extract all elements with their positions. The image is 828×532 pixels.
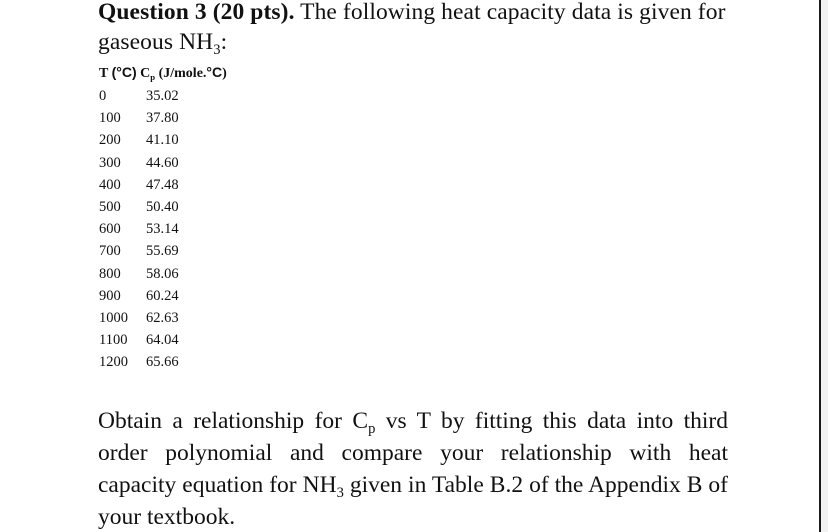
header-t-unit: (°C) bbox=[111, 64, 137, 80]
heat-capacity-cell: 65.66 bbox=[146, 354, 179, 371]
instruction-text-1: Obtain a relationship for C bbox=[98, 408, 369, 434]
temperature-cell: 700 bbox=[99, 243, 121, 260]
header-cp-symbol: C bbox=[140, 66, 151, 81]
temperature-cell: 1100 bbox=[99, 332, 128, 349]
table-header bbox=[99, 64, 227, 82]
instruction-text-2: vs T by fitting this data into third order polynomial and compare your relationship with heat capacity equation for NH bbox=[98, 408, 728, 498]
temperature-cell: 300 bbox=[99, 154, 121, 171]
temperature-cell: 1200 bbox=[99, 354, 128, 371]
temperature-cell: 1000 bbox=[99, 310, 128, 326]
question-subscript: 3 bbox=[213, 42, 221, 59]
heat-capacity-cell: 37.80 bbox=[146, 110, 179, 127]
heat-capacity-cell: 60.24 bbox=[146, 287, 179, 304]
header-cp-unit-open: (J/mole. bbox=[158, 66, 207, 81]
instruction-sub-2: 3 bbox=[336, 485, 344, 502]
heat-capacity-cell: 62.63 bbox=[146, 310, 179, 326]
temperature-cell: 0 bbox=[99, 88, 107, 104]
temperature-cell: 800 bbox=[99, 265, 121, 282]
window-right-edge bbox=[819, 0, 828, 532]
heat-capacity-cell: 58.06 bbox=[146, 265, 179, 282]
instruction-paragraph bbox=[98, 405, 728, 532]
temperature-cell: 100 bbox=[99, 110, 121, 127]
temperature-cell: 200 bbox=[99, 132, 121, 149]
temperature-cell: 900 bbox=[99, 287, 121, 304]
temperature-cell: 500 bbox=[99, 199, 121, 215]
temperature-cell: 400 bbox=[99, 176, 121, 193]
heat-capacity-cell: 53.14 bbox=[146, 221, 179, 238]
header-cp-unit-deg: °C bbox=[206, 64, 223, 80]
heat-capacity-cell: 50.40 bbox=[146, 199, 179, 215]
question-label: Question 3 (20 pts). bbox=[98, 0, 295, 25]
instruction-sub-1: p bbox=[368, 421, 376, 438]
heat-capacity-cell: 47.48 bbox=[146, 176, 179, 193]
temperature-cell: 600 bbox=[99, 221, 121, 238]
header-cp-sub: p bbox=[150, 72, 156, 83]
header-cp-unit-close: ) bbox=[222, 66, 227, 81]
heat-capacity-cell: 44.60 bbox=[146, 154, 179, 171]
question-heading bbox=[98, 0, 798, 57]
heat-capacity-cell: 41.10 bbox=[146, 132, 179, 149]
instruction-text-3: given in Table B.2 of the Appendix B of your textbook. bbox=[98, 472, 729, 530]
header-t-label: T bbox=[99, 66, 109, 81]
question-text: The following heat capacity data is given for gaseous NH bbox=[98, 0, 726, 55]
question-text-end: : bbox=[220, 29, 228, 55]
heat-capacity-cell: 55.69 bbox=[146, 243, 179, 260]
heat-capacity-cell: 64.04 bbox=[146, 332, 179, 349]
heat-capacity-cell: 35.02 bbox=[146, 88, 179, 104]
